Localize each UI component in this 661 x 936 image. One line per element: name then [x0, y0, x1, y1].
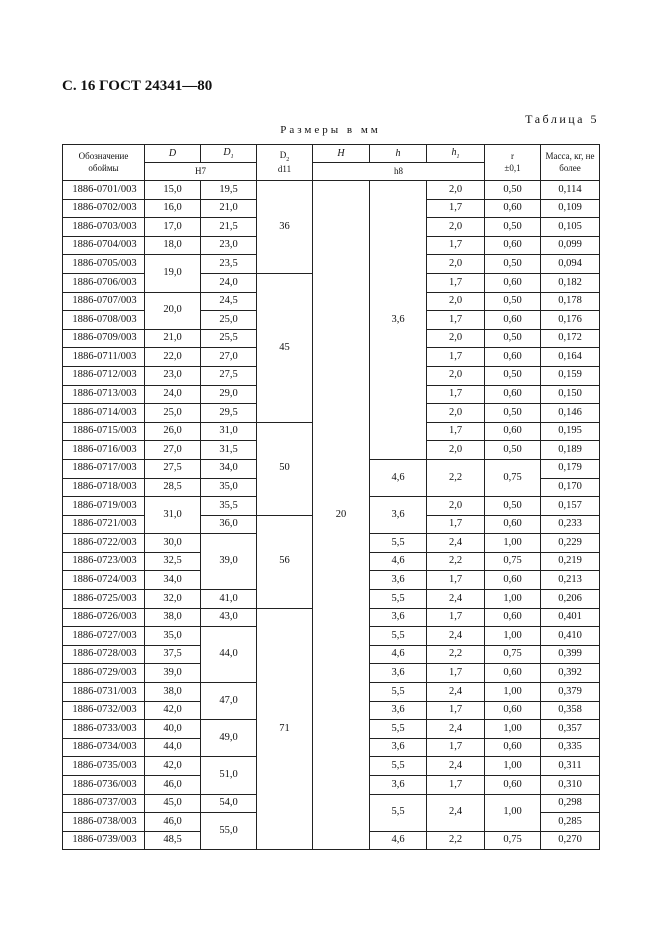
- cell-h: 20: [313, 181, 370, 850]
- cell-d1: 36,0: [201, 515, 257, 534]
- cell-r: 0,60: [485, 422, 541, 441]
- cell-h: 4,6: [370, 552, 427, 571]
- cell-id: 1886-0739/003: [63, 831, 145, 850]
- cell-r: 0,60: [485, 199, 541, 218]
- cell-r: 0,50: [485, 181, 541, 200]
- cell-m: 0,270: [541, 831, 600, 850]
- cell-h1: 2,2: [427, 645, 485, 664]
- cell-d1: 51,0: [201, 757, 257, 794]
- cell-d1: 31,0: [201, 422, 257, 441]
- cell-id: 1886-0718/003: [63, 478, 145, 497]
- cell-m: 0,150: [541, 385, 600, 404]
- cell-d: 16,0: [145, 199, 201, 218]
- cell-d: 20,0: [145, 292, 201, 329]
- cell-h1: 2,0: [427, 329, 485, 348]
- cell-r: 0,50: [485, 292, 541, 311]
- header-D2-cell: [257, 145, 313, 181]
- cell-r: 0,60: [485, 608, 541, 627]
- cell-id: 1886-0702/003: [63, 199, 145, 218]
- cell-d1: 54,0: [201, 794, 257, 813]
- header-r-cell: [485, 145, 541, 181]
- cell-h: 5,5: [370, 757, 427, 776]
- cell-h: 4,6: [370, 645, 427, 664]
- cell-h: 3,6: [370, 776, 427, 795]
- header-h: h: [370, 145, 427, 163]
- header-D2-main: D: [279, 149, 287, 160]
- cell-id: 1886-0706/003: [63, 273, 145, 292]
- cell-d: 23,0: [145, 366, 201, 385]
- cell-id: 1886-0738/003: [63, 813, 145, 832]
- table-header: [63, 145, 600, 181]
- cell-h1: 2,0: [427, 292, 485, 311]
- cell-h: 3,6: [370, 738, 427, 757]
- cell-d1: 21,0: [201, 199, 257, 218]
- header-D: D: [145, 145, 201, 163]
- header-h1: [427, 145, 485, 163]
- cell-d: 46,0: [145, 776, 201, 795]
- cell-id: 1886-0705/003: [63, 255, 145, 274]
- cell-id: 1886-0715/003: [63, 422, 145, 441]
- cell-d1: 41,0: [201, 590, 257, 609]
- cell-h1: 1,7: [427, 664, 485, 683]
- header-H: H: [313, 145, 370, 163]
- cell-d: 27,5: [145, 459, 201, 478]
- cell-h: 4,6: [370, 831, 427, 850]
- cell-d: 37,5: [145, 645, 201, 664]
- cell-h1: 1,7: [427, 422, 485, 441]
- cell-r: 0,60: [485, 311, 541, 330]
- cell-d: 22,0: [145, 348, 201, 367]
- cell-h1: 2,0: [427, 441, 485, 460]
- cell-d1: 55,0: [201, 813, 257, 850]
- cell-r: 0,50: [485, 497, 541, 516]
- cell-m: 0,172: [541, 329, 600, 348]
- cell-h: 4,6: [370, 459, 427, 496]
- cell-id: 1886-0708/003: [63, 311, 145, 330]
- cell-id: 1886-0737/003: [63, 794, 145, 813]
- cell-h: 5,5: [370, 794, 427, 831]
- cell-h1: 2,4: [427, 757, 485, 776]
- cell-h1: 2,0: [427, 404, 485, 423]
- cell-m: 0,358: [541, 701, 600, 720]
- cell-d1: 27,5: [201, 366, 257, 385]
- cell-m: 0,311: [541, 757, 600, 776]
- cell-d1: 29,5: [201, 404, 257, 423]
- cell-d1: 23,5: [201, 255, 257, 274]
- cell-id: 1886-0711/003: [63, 348, 145, 367]
- cell-id: 1886-0709/003: [63, 329, 145, 348]
- cell-m: 0,159: [541, 366, 600, 385]
- cell-id: 1886-0722/003: [63, 534, 145, 553]
- cell-h: 3,6: [370, 181, 427, 460]
- cell-m: 0,229: [541, 534, 600, 553]
- cell-d1: 24,5: [201, 292, 257, 311]
- cell-r: 0,60: [485, 348, 541, 367]
- cell-d: 17,0: [145, 218, 201, 237]
- cell-id: 1886-0729/003: [63, 664, 145, 683]
- cell-r: 0,75: [485, 459, 541, 496]
- cell-h: 5,5: [370, 683, 427, 702]
- cell-d: 32,5: [145, 552, 201, 571]
- cell-m: 0,392: [541, 664, 600, 683]
- cell-r: 0,75: [485, 645, 541, 664]
- cell-m: 0,157: [541, 497, 600, 516]
- cell-id: 1886-0732/003: [63, 701, 145, 720]
- cell-d: 28,5: [145, 478, 201, 497]
- cell-id: 1886-0728/003: [63, 645, 145, 664]
- cell-d1: 25,0: [201, 311, 257, 330]
- cell-d1: 39,0: [201, 534, 257, 590]
- cell-id: 1886-0713/003: [63, 385, 145, 404]
- cell-h1: 1,7: [427, 701, 485, 720]
- cell-r: 0,60: [485, 515, 541, 534]
- cell-m: 0,379: [541, 683, 600, 702]
- cell-m: 0,401: [541, 608, 600, 627]
- cell-d: 34,0: [145, 571, 201, 590]
- cell-d: 27,0: [145, 441, 201, 460]
- cell-d: 48,5: [145, 831, 201, 850]
- cell-h1: 1,7: [427, 571, 485, 590]
- dimensions-label: Размеры в мм: [280, 124, 381, 136]
- cell-id: 1886-0735/003: [63, 757, 145, 776]
- cell-d1: 19,5: [201, 181, 257, 200]
- cell-m: 0,298: [541, 794, 600, 813]
- cell-m: 0,164: [541, 348, 600, 367]
- cell-h1: 2,2: [427, 831, 485, 850]
- cell-d: 25,0: [145, 404, 201, 423]
- cell-id: 1886-0707/003: [63, 292, 145, 311]
- cell-m: 0,146: [541, 404, 600, 423]
- cell-d2: 36: [257, 181, 313, 274]
- cell-d: 45,0: [145, 794, 201, 813]
- header-tolerance-H7: H7: [145, 163, 257, 181]
- cell-m: 0,410: [541, 627, 600, 646]
- dimensions-table: [62, 144, 600, 850]
- cell-d1: 34,0: [201, 459, 257, 478]
- cell-r: 0,60: [485, 664, 541, 683]
- header-r-tolerance: ±0,1: [504, 162, 521, 173]
- cell-d: 38,0: [145, 608, 201, 627]
- cell-id: 1886-0717/003: [63, 459, 145, 478]
- cell-m: 0,206: [541, 590, 600, 609]
- cell-d: 19,0: [145, 255, 201, 292]
- cell-h1: 1,7: [427, 273, 485, 292]
- cell-d: 30,0: [145, 534, 201, 553]
- cell-r: 0,50: [485, 255, 541, 274]
- cell-d: 42,0: [145, 757, 201, 776]
- cell-id: 1886-0704/003: [63, 236, 145, 255]
- cell-m: 0,182: [541, 273, 600, 292]
- cell-h1: 1,7: [427, 776, 485, 795]
- cell-h1: 2,4: [427, 590, 485, 609]
- cell-d1: 25,5: [201, 329, 257, 348]
- cell-id: 1886-0731/003: [63, 683, 145, 702]
- cell-m: 0,105: [541, 218, 600, 237]
- cell-r: 1,00: [485, 720, 541, 739]
- cell-d: 31,0: [145, 497, 201, 534]
- cell-d: 35,0: [145, 627, 201, 646]
- cell-r: 0,60: [485, 236, 541, 255]
- cell-h1: 2,4: [427, 794, 485, 831]
- cell-m: 0,399: [541, 645, 600, 664]
- cell-h1: 2,4: [427, 720, 485, 739]
- cell-d: 39,0: [145, 664, 201, 683]
- cell-id: 1886-0723/003: [63, 552, 145, 571]
- cell-h1: 2,0: [427, 497, 485, 516]
- cell-h: 3,6: [370, 701, 427, 720]
- cell-r: 0,60: [485, 738, 541, 757]
- cell-m: 0,357: [541, 720, 600, 739]
- cell-h1: 2,4: [427, 683, 485, 702]
- cell-d1: 27,0: [201, 348, 257, 367]
- cell-h1: 2,0: [427, 366, 485, 385]
- cell-r: 1,00: [485, 794, 541, 831]
- cell-m: 0,094: [541, 255, 600, 274]
- cell-d: 46,0: [145, 813, 201, 832]
- header-D2: [257, 150, 312, 164]
- cell-h1: 1,7: [427, 236, 485, 255]
- cell-m: 0,285: [541, 813, 600, 832]
- cell-m: 0,099: [541, 236, 600, 255]
- cell-h1: 2,0: [427, 255, 485, 274]
- cell-d: 18,0: [145, 236, 201, 255]
- cell-r: 1,00: [485, 757, 541, 776]
- cell-d: 42,0: [145, 701, 201, 720]
- cell-m: 0,176: [541, 311, 600, 330]
- cell-h1: 1,7: [427, 385, 485, 404]
- header-D2-tolerance: d11: [277, 164, 292, 175]
- cell-r: 0,75: [485, 831, 541, 850]
- cell-d2: 56: [257, 515, 313, 608]
- cell-d1: 44,0: [201, 627, 257, 683]
- table-body: [63, 181, 600, 850]
- header-D2-sub: 2: [286, 156, 290, 163]
- cell-r: 0,60: [485, 701, 541, 720]
- cell-h: 3,6: [370, 497, 427, 534]
- cell-r: 0,60: [485, 385, 541, 404]
- cell-h1: 1,7: [427, 608, 485, 627]
- cell-d: 44,0: [145, 738, 201, 757]
- header-D1: [201, 145, 257, 163]
- cell-r: 0,50: [485, 404, 541, 423]
- cell-id: 1886-0721/003: [63, 515, 145, 534]
- header-D1-sub: 1: [230, 153, 234, 160]
- cell-d: 15,0: [145, 181, 201, 200]
- cell-d1: 43,0: [201, 608, 257, 627]
- cell-h1: 1,7: [427, 311, 485, 330]
- header-h1-main: h: [451, 146, 457, 158]
- cell-d1: 31,5: [201, 441, 257, 460]
- cell-id: 1886-0726/003: [63, 608, 145, 627]
- header-tolerance-h8: h8: [313, 163, 485, 181]
- header-h1-sub: 1: [456, 153, 460, 160]
- cell-r: 0,60: [485, 776, 541, 795]
- cell-m: 0,178: [541, 292, 600, 311]
- cell-id: 1886-0734/003: [63, 738, 145, 757]
- cell-h: 3,6: [370, 608, 427, 627]
- header-r: r: [511, 151, 514, 162]
- cell-h: 3,6: [370, 664, 427, 683]
- cell-d: 38,0: [145, 683, 201, 702]
- cell-m: 0,219: [541, 552, 600, 571]
- cell-h1: 2,0: [427, 181, 485, 200]
- cell-m: 0,335: [541, 738, 600, 757]
- cell-d: 21,0: [145, 329, 201, 348]
- cell-m: 0,310: [541, 776, 600, 795]
- cell-d1: 24,0: [201, 273, 257, 292]
- cell-d1: 35,0: [201, 478, 257, 497]
- cell-id: 1886-0712/003: [63, 366, 145, 385]
- cell-m: 0,114: [541, 181, 600, 200]
- cell-r: 1,00: [485, 627, 541, 646]
- cell-m: 0,170: [541, 478, 600, 497]
- cell-d: 26,0: [145, 422, 201, 441]
- cell-h1: 2,2: [427, 459, 485, 496]
- cell-h1: 2,4: [427, 534, 485, 553]
- cell-r: 0,50: [485, 441, 541, 460]
- cell-id: 1886-0716/003: [63, 441, 145, 460]
- header-D1-main: D: [223, 146, 231, 158]
- cell-d: 40,0: [145, 720, 201, 739]
- cell-r: 0,50: [485, 366, 541, 385]
- cell-id: 1886-0719/003: [63, 497, 145, 516]
- cell-r: 0,50: [485, 218, 541, 237]
- cell-m: 0,189: [541, 441, 600, 460]
- cell-h1: 1,7: [427, 738, 485, 757]
- cell-r: 1,00: [485, 590, 541, 609]
- page-title: С. 16 ГОСТ 24341—80: [62, 78, 213, 94]
- cell-id: 1886-0736/003: [63, 776, 145, 795]
- cell-h1: 1,7: [427, 199, 485, 218]
- cell-m: 0,233: [541, 515, 600, 534]
- cell-h: 3,6: [370, 571, 427, 590]
- cell-d1: 49,0: [201, 720, 257, 757]
- cell-m: 0,179: [541, 459, 600, 478]
- header-designation: Обозначение обоймы: [63, 145, 145, 181]
- cell-h: 5,5: [370, 720, 427, 739]
- cell-d1: 23,0: [201, 236, 257, 255]
- cell-d1: 29,0: [201, 385, 257, 404]
- cell-d: 24,0: [145, 385, 201, 404]
- cell-m: 0,109: [541, 199, 600, 218]
- cell-r: 1,00: [485, 534, 541, 553]
- cell-h: 5,5: [370, 534, 427, 553]
- cell-h: 5,5: [370, 590, 427, 609]
- cell-r: 0,60: [485, 571, 541, 590]
- cell-d1: 35,5: [201, 497, 257, 516]
- cell-h1: 2,2: [427, 552, 485, 571]
- cell-h: 5,5: [370, 627, 427, 646]
- table-label: Таблица 5: [525, 112, 599, 126]
- cell-r: 1,00: [485, 683, 541, 702]
- cell-id: 1886-0703/003: [63, 218, 145, 237]
- cell-d2: 71: [257, 608, 313, 850]
- cell-m: 0,213: [541, 571, 600, 590]
- cell-d2: 50: [257, 422, 313, 515]
- cell-id: 1886-0725/003: [63, 590, 145, 609]
- cell-r: 0,60: [485, 273, 541, 292]
- cell-id: 1886-0714/003: [63, 404, 145, 423]
- cell-d1: 21,5: [201, 218, 257, 237]
- cell-h1: 1,7: [427, 348, 485, 367]
- cell-d2: 45: [257, 273, 313, 422]
- header-mass: Масса, кг, не более: [541, 145, 600, 181]
- cell-id: 1886-0724/003: [63, 571, 145, 590]
- cell-d: 32,0: [145, 590, 201, 609]
- cell-h1: 2,4: [427, 627, 485, 646]
- cell-id: 1886-0701/003: [63, 181, 145, 200]
- cell-r: 0,75: [485, 552, 541, 571]
- cell-id: 1886-0733/003: [63, 720, 145, 739]
- table-row: [63, 181, 600, 200]
- cell-h1: 2,0: [427, 218, 485, 237]
- cell-d1: 47,0: [201, 683, 257, 720]
- cell-r: 0,50: [485, 329, 541, 348]
- cell-m: 0,195: [541, 422, 600, 441]
- cell-id: 1886-0727/003: [63, 627, 145, 646]
- cell-h1: 1,7: [427, 515, 485, 534]
